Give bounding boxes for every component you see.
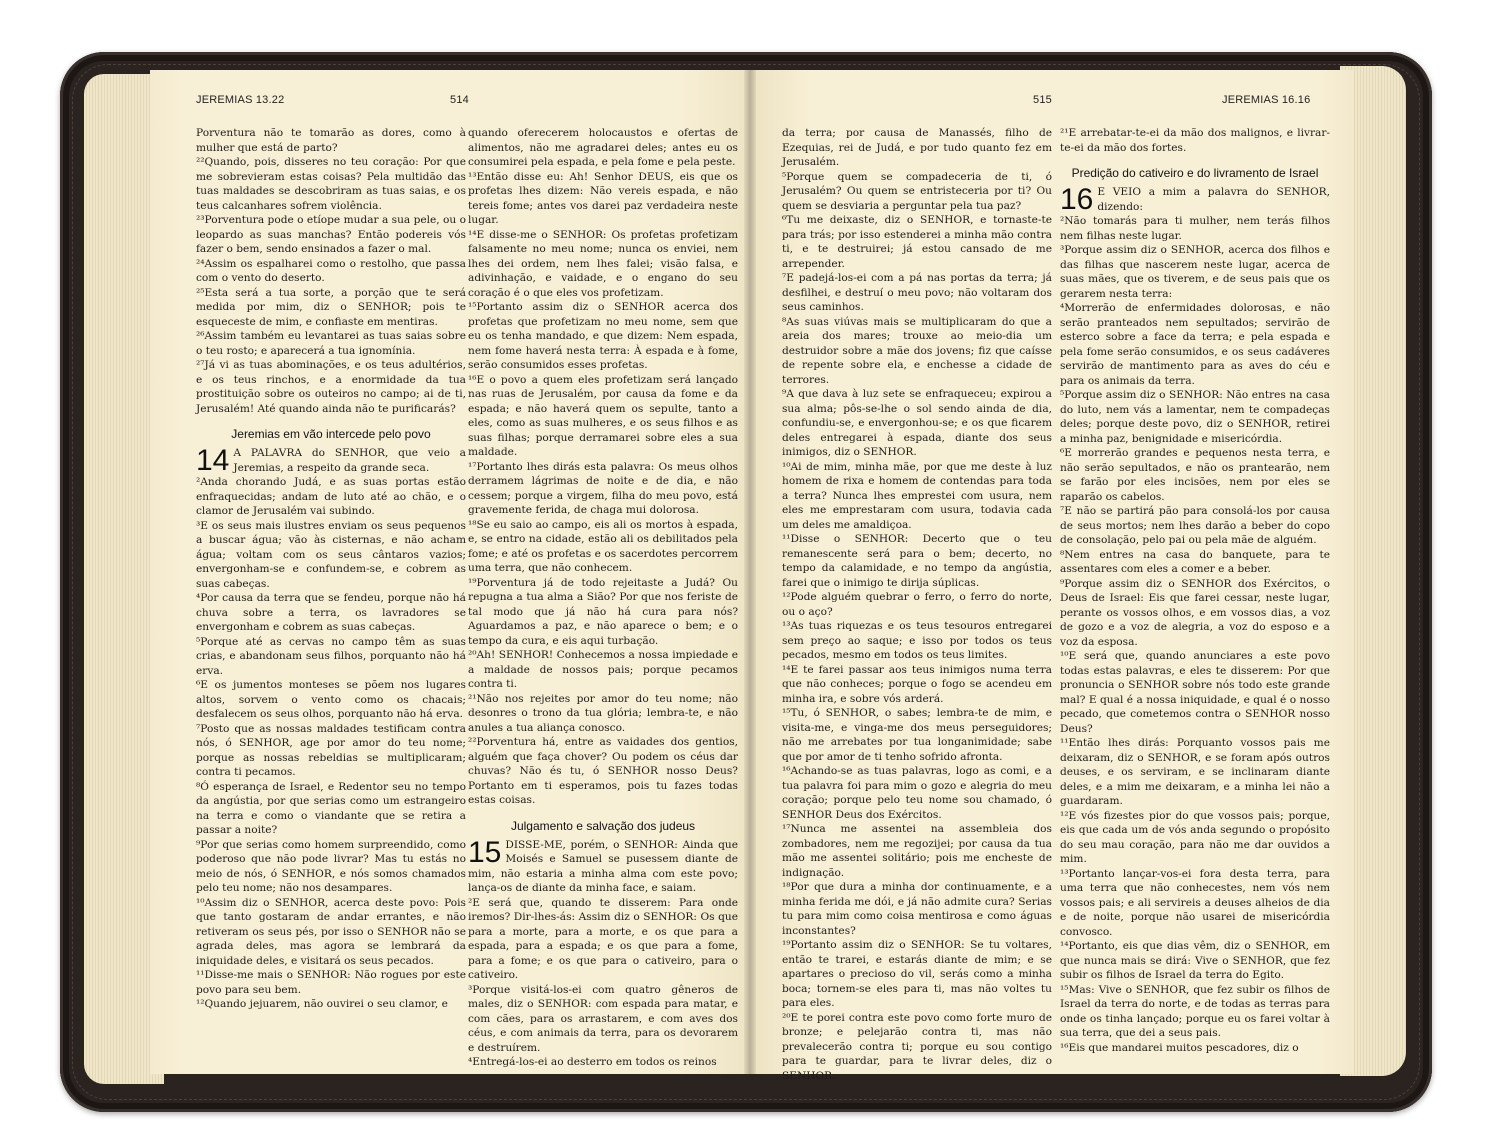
verse-text: ¹⁷Portanto lhes dirás esta palavra: Os meus olhos derramem lágrimas de noite e de dia, e não cessem; porque a virgem, filha do meu povo, está gravemente ferida, de chaga mui dolorosa. (468, 460, 738, 516)
verse-text: ¹²Pode alguém quebrar o ferro, o ferro do norte, ou o aço? (782, 591, 1052, 618)
verse-text: ⁷E padejá-los-ei com a pá nas portas da terra; já desfilhei, e destruí o meu povo; não voltaram dos seus caminhos. (782, 272, 1052, 313)
left-page (150, 70, 750, 1074)
verse-text: ⁸As suas viúvas mais se multiplicaram do que a areia dos mares; trouxe ao meio-dia um destruidor sobre a mãe dos jovens; fiz que caísse de repente sobre ela, e enchesse a cidade de terrores. (782, 315, 1052, 386)
verse-text: da terra; por causa de Manassés, filho de Ezequias, rei de Judá, e por tudo quanto fez em Jerusalém. (782, 127, 1052, 168)
left-column-2 (468, 126, 738, 1068)
verse-text: ¹³As tuas riquezas e os teus tesouros entregarei sem preço ao saque; e isso por todos os teus pecados, mesmo em todos os teus limites. (782, 620, 1052, 661)
verse-text: ¹⁸Por que dura a minha dor continuamente, e a minha ferida me dói, e já não admite cura? Serias tu para mim como coisa mentirosa e como águas inconstantes? (782, 881, 1052, 937)
verse-text: ¹⁴E te farei passar aos teus inimigos numa terra que não conheces; porque o fogo se acendeu em minha ira, e sobre vós arderá. (782, 663, 1052, 705)
verse-text: ⁹Porque assim diz o SENHOR dos Exércitos, o Deus de Israel: Eis que farei cessar, neste lugar, perante os vossos olhos, e em vossos dias, a voz de gozo e a voz de alegria, a voz do esposo e a voz da esposa. (1060, 577, 1330, 648)
section-heading: Jeremias em vão intercede pelo povo (231, 427, 431, 441)
verse-text: ¹⁶Achando-se as tuas palavras, logo as comi, e a tua palavra foi para mim o gozo e alegria do meu coração; porque pelo teu nome sou chamado, ó SENHOR Deus dos Exércitos. (782, 765, 1052, 821)
verse-text: ²Anda chorando Judá, e as suas portas estão enfraquecidas; andam de luto até ao chão, e o clamor de Jerusalém vai subindo. (196, 476, 466, 517)
running-head-left: JEREMIAS 13.22 (196, 94, 285, 106)
verse-text: ¹¹Disse o SENHOR: Decerto que o teu remanescente será para o bem; decerto, no tempo da calamidade, e no tempo da angústia, farei que o inimigo te dirija súplicas. (782, 533, 1052, 589)
verse-text: ⁷Posto que as nossas maldades testificam contra nós, ó SENHOR, age por amor do teu nome; porque as nossas rebeldias se multiplicaram; contra ti pecamos. (196, 722, 466, 778)
verse-text: ¹⁴Portanto, eis que dias vêm, diz o SENHOR, em que nunca mais se dirá: Vive o SENHOR, que fez subir os filhos de Israel da terra do Egito. (1060, 940, 1330, 981)
verse-text: ¹²Quando jejuarem, não ouvirei o seu clamor, e (196, 998, 448, 1010)
verse-text: DISSE-ME, porém, o SENHOR: Ainda que Moisés e Samuel se pusessem diante de mim, não estaria a minha alma com este povo; lança-os de diante da minha face, e saiam. (468, 838, 738, 894)
section-heading: Predição do cativeiro e do livramento de Israel (1071, 166, 1319, 180)
verse-text: ²⁰Ah! SENHOR! Conhecemos a nossa impiedade e a maldade de nossos pais; porque pecamos contra ti. (468, 649, 738, 690)
page-number-left: 514 (450, 94, 469, 106)
verse-text: ³E os seus mais ilustres enviam os seus pequenos a buscar água; vão às cisternas, e não acham água; voltam com os seus cântaros vazios; envergonham-se e confundem-se, e cobrem as suas cabeças. (196, 519, 466, 590)
verse-text: ¹⁵Portanto assim diz o SENHOR acerca dos profetas que profetizam no meu nome, sem que eu os tenha mandado, e que dizem: Nem espada, nem fome haverá nesta terra: À espada e à fome, serão consumidos esses profetas. (468, 301, 738, 371)
verse-text: ²⁷Já vi as tuas abominações, e os teus adultérios, e os teus rinchos, e a enormidade da tua prostituição sobre os outeiros no campo; ai de ti, Jerusalém! Até quando ainda não te purificarás? (196, 359, 466, 415)
verse-text: ⁴Entregá-los-ei ao desterro em todos os reinos (468, 1056, 717, 1068)
verse-text: A PALAVRA do SENHOR, que veio a Jeremias, a respeito da grande seca. (233, 447, 466, 474)
verse-text: ¹⁰E será que, quando anunciares a este povo todas estas palavras, e eles te disserem: Por que pronuncia o SENHOR sobre nós todo este grande mal? E qual é a nossa iniquidade, e qual é o nosso pecado, que cometemos contra o SENHOR nosso Deus? (1060, 650, 1330, 735)
verse-text: ³Porque visitá-los-ei com quatro gêneros de males, diz o SENHOR: com espada para matar, e com cães, para os arrastarem, e com aves dos céus, e com animais da terra, para os devorarem e destruírem. (468, 983, 738, 1054)
right-page (750, 70, 1354, 1082)
verse-text: ¹⁶Eis que mandarei muitos pescadores, diz o (1060, 1041, 1299, 1054)
verse-text: ¹⁷Nunca me assentei na assembleia dos zombadores, nem me regozijei; por causa da tua mão me assentei solitário; pois me encheste de indignação. (782, 823, 1052, 879)
verse-text: ⁵Porque quem se compadeceria de ti, ó Jerusalém? Ou quem se entristeceria por ti? Ou quem se desviaria a perguntar pela tua paz? (782, 170, 1052, 212)
verse-text: ⁴Morrerão de enfermidades dolorosas, e não serão pranteados nem sepultados; servirão de esterco sobre a face da terra; e pela espada e pela fome serão consumidos, e os seus cadáveres servirão de mantimento para as aves do céu e para os animais da terra. (1060, 302, 1330, 387)
verse-text: ¹⁹Portanto assim diz o SENHOR: Se tu voltares, então te trarei, e estarás diante de mim; e se apartares o precioso do vil, serás como a minha boca; tornem-se eles para ti, mas não voltes tu para eles. (782, 939, 1052, 1009)
verse-text: ⁶E morrerão grandes e pequenos nesta terra, e não serão sepultados, e não os prantearão, nem se farão por eles incisões, nem por eles se raparão os cabelos. (1060, 447, 1330, 503)
verse-text: ²¹Não nos rejeites por amor do teu nome; não desonres o trono da tua glória; lembra-te, e não anules a tua aliança conosco. (468, 692, 738, 734)
verse-text: ¹⁰Ai de mim, minha mãe, por que me deste à luz homem de rixa e homem de contendas para toda a terra? Nunca lhes emprestei com usura, nem eles me emprestaram com usura, todavia cada um deles me amaldiçoa. (782, 460, 1052, 531)
verse-text: ¹³Então disse eu: Ah! Senhor DEUS, eis que os profetas lhes dizem: Não vereis espada, e não tereis fome; antes vos darei paz verdadeira neste lugar. (468, 170, 738, 226)
left-column-1 (196, 126, 466, 1056)
verse-text: ⁸Nem entres na casa do banquete, para te assentares com eles a comer e a beber. (1060, 548, 1330, 575)
verse-text: ⁷E não se partirá pão para consolá-los por causa de seus mortos; nem lhes darão a beber do copo de consolação, pelo pai ou pela mãe de alguém. (1060, 505, 1330, 546)
verse-text: ⁶Tu me deixaste, diz o SENHOR, e tornaste-te para trás; por isso estenderei a minha mão contra ti, e te destruirei; já estou cansado de me arrepender. (782, 214, 1052, 270)
verse-text: ²³Porventura pode o etíope mudar a sua pele, ou o leopardo as suas manchas? Então podereis vós fazer o bem, sendo ensinados a fazer o mal. (196, 214, 466, 255)
right-column-2 (1060, 126, 1330, 1056)
verse-text: ²²Quando, pois, disseres no teu coração: Por que me sobrevieram estas coisas? Pela multidão das tuas maldades se descobriram as tuas saias, e os teus calcanhares sofrem violência. (196, 156, 466, 212)
verse-text: ²Não tomarás para ti mulher, nem terás filhos nem filhas neste lugar. (1060, 215, 1330, 242)
verse-text: ²⁶Assim também eu levantarei as tuas saias sobre o teu rosto; e aparecerá a tua ignomínia. (196, 330, 466, 357)
verse-text: ⁵Porque até as cervas no campo têm as suas crias, e abandonam seus filhos, porquanto não há erva. (196, 635, 466, 677)
verse-text: ²⁴Assim os espalharei como o restolho, que passa com o vento do deserto. (196, 257, 466, 284)
verse-text: Porventura não te tomarão as dores, como à mulher que está de parto? (196, 127, 466, 154)
verse-text: ⁹Por que serias como homem surpreendido, como poderoso que não pode livrar? Mas tu estás no meio de nós, ó SENHOR, e nós somos chamados pelo teu nome; não nos desampares. (196, 838, 466, 894)
verse-text: ²²Porventura há, entre as vaidades dos gentios, alguém que faça chover? Ou podem os céus dar chuvas? Não és tu, ó SENHOR nosso Deus? Portanto em ti esperamos, pois tu fazes todas estas coisas. (468, 736, 738, 806)
verse-text: ¹⁶E o povo a quem eles profetizam será lançado nas ruas de Jerusalém, por causa da fome e da espada; e não haverá quem os sepulte, tanto a eles, como as suas mulheres, e os seus filhos e as suas filhas; porque derramarei sobre eles a sua maldade. (468, 373, 738, 458)
verse-text: E VEIO a mim a palavra do SENHOR, dizendo: (1097, 186, 1330, 213)
right-column-1 (782, 126, 1052, 1082)
chapter-number: 14 (196, 444, 230, 477)
verse-text: quando oferecerem holocaustos e ofertas de alimentos, não me agradarei deles; antes eu os consumirei pela espada, e pela fome e pela peste. (468, 127, 738, 168)
verse-text: ²⁵Esta será a tua sorte, a porção que te será medida por mim, diz o SENHOR; pois te esqueceste de mim, e confiaste em mentiras. (196, 286, 466, 328)
running-head-right: JEREMIAS 16.16 (1222, 94, 1311, 106)
verse-text: ¹⁹Porventura já de todo rejeitaste a Judá? Ou repugna a tua alma a Sião? Por que nos feriste de tal modo que já não há cura para nós? Aguardamos a paz, e não aparece o bem; e o tempo da cura, e eis aqui turbação. (468, 576, 738, 647)
verse-text: ¹⁵Tu, ó SENHOR, o sabes; lembra-te de mim, e visita-me, e vinga-me dos meus perseguidores; não me arrebates por tua longanimidade; sabe que por amor de ti tenho sofrido afronta. (782, 707, 1052, 763)
verse-text: ²¹E arrebatar-te-ei da mão dos malignos, e livrar-te-ei da mão dos fortes. (1060, 127, 1330, 154)
verse-text: ³Porque assim diz o SENHOR, acerca dos filhos e das filhas que nascerem neste lugar, acerca de suas mães, que os tiverem, e de seus pais que os gerarem nesta terra: (1060, 244, 1330, 300)
verse-text: ¹¹Então lhes dirás: Porquanto vossos pais me deixaram, diz o SENHOR, e se foram após outros deuses, e os serviram, e se inclinaram diante deles, e a mim me deixaram, e a minha lei não a guardaram. (1060, 737, 1330, 807)
section-heading: Julgamento e salvação dos judeus (510, 818, 696, 833)
page-number-right: 515 (1033, 94, 1052, 106)
verse-text: ²⁰E te porei contra este povo como forte muro de bronze; e pelejarão contra ti, mas não prevalecerão contra ti; porque eu sou contigo para te guardar, para te livrar deles, diz o SENHOR. (782, 1011, 1052, 1082)
chapter-number: 15 (468, 835, 502, 869)
verse-text: ⁵Porque assim diz o SENHOR: Não entres na casa do luto, nem vás a lamentar, nem te compadeças deles; porque deste povo, diz o SENHOR, retirei a minha paz, benignidade e misericórdia. (1060, 389, 1330, 445)
verse-text: ¹⁴E disse-me o SENHOR: Os profetas profetizam falsamente no meu nome; nunca os enviei, nem lhes dei ordem, nem lhes falei; visão falsa, e adivinhação, e vaidade, e o engano do seu coração é o que eles vos profetizam. (468, 228, 738, 299)
verse-text: ⁸Ó esperança de Israel, e Redentor seu no tempo da angústia, por que serias como um estrangeiro na terra e como o viandante que se retira a passar a noite? (196, 780, 466, 836)
verse-text: ¹⁵Mas: Vive o SENHOR, que fez subir os filhos de Israel da terra do norte, e de todas as terras para onde os tinha lançado; porque eu os farei voltar à sua terra, que dei a seus pais. (1060, 983, 1330, 1039)
verse-text: ¹³Portanto lançar-vos-ei fora desta terra, para uma terra que não conhecestes, nem vós nem vossos pais; e ali servireis a deuses alheios de dia e de noite, porque não usarei de misericórdia convosco. (1060, 867, 1330, 938)
verse-text: ¹²E vós fizestes pior do que vossos pais; porque, eis que cada um de vós anda segundo o propósito do seu mau coração, para não me dar ouvidos a mim. (1060, 809, 1330, 865)
verse-text: ²E será que, quando te disserem: Para onde iremos? Dir-lhes-ás: Assim diz o SENHOR: Os que para a morte, para a morte, e os que para a espada, para a espada; e os que para a fome, para a fome; e os que para o cativeiro, para o cativeiro. (468, 896, 738, 981)
chapter-number: 16 (1060, 183, 1094, 216)
verse-text: ¹⁰Assim diz o SENHOR, acerca deste povo: Pois que tanto gostaram de andar errantes, e não retiveram os seus pés, por isso o SENHOR não se agrada deles, mas agora se lembrará da iniquidade deles, e visitará os seus pecados. (196, 896, 466, 967)
book-gutter (744, 70, 756, 1074)
verse-text: ¹¹Disse-me mais o SENHOR: Não rogues por este povo para seu bem. (196, 969, 466, 996)
verse-text: ⁶E os jumentos monteses se põem nos lugares altos, sorvem o vento como os chacais; desfalecem os seus olhos, porquanto não há erva. (196, 679, 466, 720)
verse-text: ⁴Por causa da terra que se fendeu, porque não há chuva sobre a terra, os lavradores se envergonham e cobrem as suas cabeças. (196, 592, 466, 633)
verse-text: ¹⁸Se eu saio ao campo, eis ali os mortos à espada, e, se entro na cidade, estão ali os debilitados pela fome; e até os profetas e os sacerdotes percorrem uma terra, que não conhecem. (468, 518, 738, 574)
verse-text: ⁹A que dava à luz sete se enfraqueceu; expirou a sua alma; pôs-se-lhe o sol sendo ainda de dia, confundiu-se, e envergonhou-se; e os que ficarem deles entregarei à espada, diante dos seus inimigos, diz o SENHOR. (782, 388, 1052, 458)
